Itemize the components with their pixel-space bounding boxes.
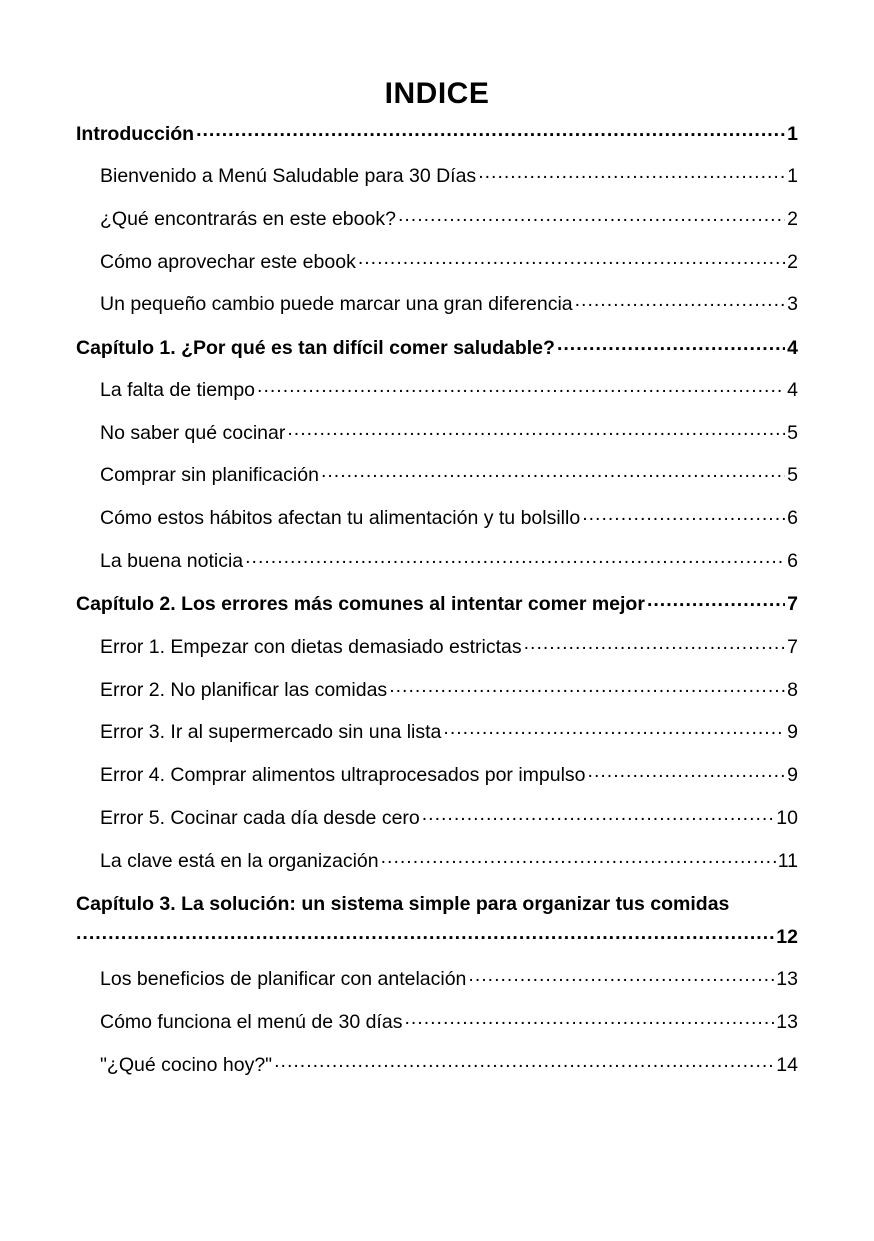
toc-entry-section[interactable] — [100, 205, 798, 233]
dot-leader — [647, 591, 785, 611]
toc-entry-section[interactable] — [100, 1051, 798, 1079]
toc-page-number: 3 — [787, 293, 798, 315]
toc-page-number: 7 — [787, 636, 798, 658]
toc-entry-section[interactable] — [100, 633, 798, 661]
toc-entry-chapter[interactable] — [76, 590, 798, 618]
dot-leader — [582, 505, 785, 525]
dot-leader — [389, 677, 785, 697]
toc-entry-section[interactable] — [100, 965, 798, 993]
toc-page-number: 1 — [787, 123, 798, 145]
toc-entry-label: Error 5. Cocinar cada día desde cero — [100, 807, 420, 829]
toc-entry-label: Capítulo 2. Los errores más comunes al intentar comer mejor — [76, 593, 645, 615]
toc-page-number: 6 — [787, 550, 798, 572]
toc-page-number: 6 — [787, 507, 798, 529]
toc-entry-label: Introducción — [76, 123, 195, 145]
toc-page-number: 13 — [776, 1011, 798, 1033]
toc-entry-section[interactable] — [100, 504, 798, 532]
toc-page-number: 1 — [787, 165, 798, 187]
toc-entry-label: Error 3. Ir al supermercado sin una lista — [100, 721, 442, 743]
toc-entry-chapter[interactable] — [76, 334, 798, 362]
dot-leader — [196, 121, 785, 141]
toc-page-number: 2 — [787, 208, 798, 230]
toc-entry-label: La falta de tiempo — [100, 379, 256, 401]
toc-entry-section[interactable] — [100, 676, 798, 704]
dot-leader — [468, 966, 774, 986]
toc-entry-section[interactable] — [100, 248, 798, 276]
toc-entry-section[interactable] — [100, 290, 798, 318]
dot-leader — [257, 377, 785, 397]
toc-page-number: 5 — [787, 422, 798, 444]
toc-entry-label: "¿Qué cocino hoy?" — [100, 1054, 273, 1076]
toc-entry-label: Cómo aprovechar este ebook — [100, 251, 356, 273]
toc-entry-section[interactable] — [100, 376, 798, 404]
toc-page-number: 9 — [787, 764, 798, 786]
toc-page-number: 4 — [787, 379, 798, 401]
dot-leader — [422, 805, 775, 825]
dot-leader — [274, 1052, 774, 1072]
dot-leader — [321, 462, 785, 482]
toc-page-number: 7 — [787, 593, 798, 615]
toc-page-number: 4 — [787, 337, 798, 359]
toc-entry-label: Cómo estos hábitos afectan tu alimentación y tu bolsillo — [100, 507, 581, 529]
toc-entry-label: No saber qué cocinar — [100, 422, 286, 444]
toc-page-number: 5 — [787, 464, 798, 486]
toc-entry-section[interactable] — [100, 419, 798, 447]
toc-entry-section[interactable] — [100, 761, 798, 789]
dot-leader — [245, 548, 785, 568]
page-title: INDICE — [384, 77, 490, 110]
toc-page-number: 8 — [787, 679, 798, 701]
toc-page-number: 2 — [787, 251, 798, 273]
toc-entry-chapter-label[interactable]: Capítulo 3. La solución: un sistema simple para organizar tus comidas — [76, 893, 730, 915]
dot-leader — [76, 924, 774, 944]
toc-entry-section[interactable] — [100, 162, 798, 190]
dot-leader — [398, 206, 785, 226]
dot-leader — [588, 762, 786, 782]
toc-entry-section[interactable] — [100, 718, 798, 746]
toc-entry-label: Los beneficios de planificar con antelación — [100, 968, 467, 990]
toc-entry-label: Error 4. Comprar alimentos ultraprocesados por impulso — [100, 764, 586, 786]
dot-leader — [381, 848, 776, 868]
toc-page-number: 10 — [776, 807, 798, 829]
toc-entry-section[interactable] — [100, 847, 798, 875]
toc-page-number: 11 — [777, 850, 798, 872]
dot-leader — [443, 719, 785, 739]
dot-leader — [358, 249, 785, 269]
toc-entry-label: Error 2. No planificar las comidas — [100, 679, 388, 701]
toc-page-number: 14 — [776, 1054, 798, 1076]
toc-entry-label: La clave está en la organización — [100, 850, 379, 872]
toc-entry-section[interactable] — [100, 461, 798, 489]
toc-page-number: 13 — [776, 968, 798, 990]
toc-entry-label: Error 1. Empezar con dietas demasiado estrictas — [100, 636, 522, 658]
dot-leader — [524, 634, 786, 654]
toc-entry-label: Comprar sin planificación — [100, 464, 319, 486]
toc-page-number: 9 — [787, 721, 798, 743]
toc-entry-label: Bienvenido a Menú Saludable para 30 Días — [100, 165, 477, 187]
toc-entry-section[interactable] — [100, 1008, 798, 1036]
toc-entry-chapter[interactable] — [76, 120, 798, 148]
dot-leader — [478, 163, 785, 183]
toc-entry-label: La buena noticia — [100, 550, 244, 572]
dot-leader — [575, 291, 786, 311]
toc-entry-chapter-continuation[interactable] — [76, 923, 798, 951]
dot-leader — [287, 420, 785, 440]
toc-entry-section[interactable] — [100, 547, 798, 575]
dot-leader — [557, 335, 785, 355]
dot-leader — [404, 1009, 774, 1029]
toc-entry-label: ¿Qué encontrarás en este ebook? — [100, 208, 396, 230]
toc-entry-label: Un pequeño cambio puede marcar una gran diferencia — [100, 293, 573, 315]
toc-page-number: 12 — [776, 926, 798, 948]
toc-entry-label: Capítulo 1. ¿Por qué es tan difícil comer saludable? — [76, 337, 555, 359]
toc-entry-section[interactable] — [100, 804, 798, 832]
toc-entry-label: Cómo funciona el menú de 30 días — [100, 1011, 403, 1033]
